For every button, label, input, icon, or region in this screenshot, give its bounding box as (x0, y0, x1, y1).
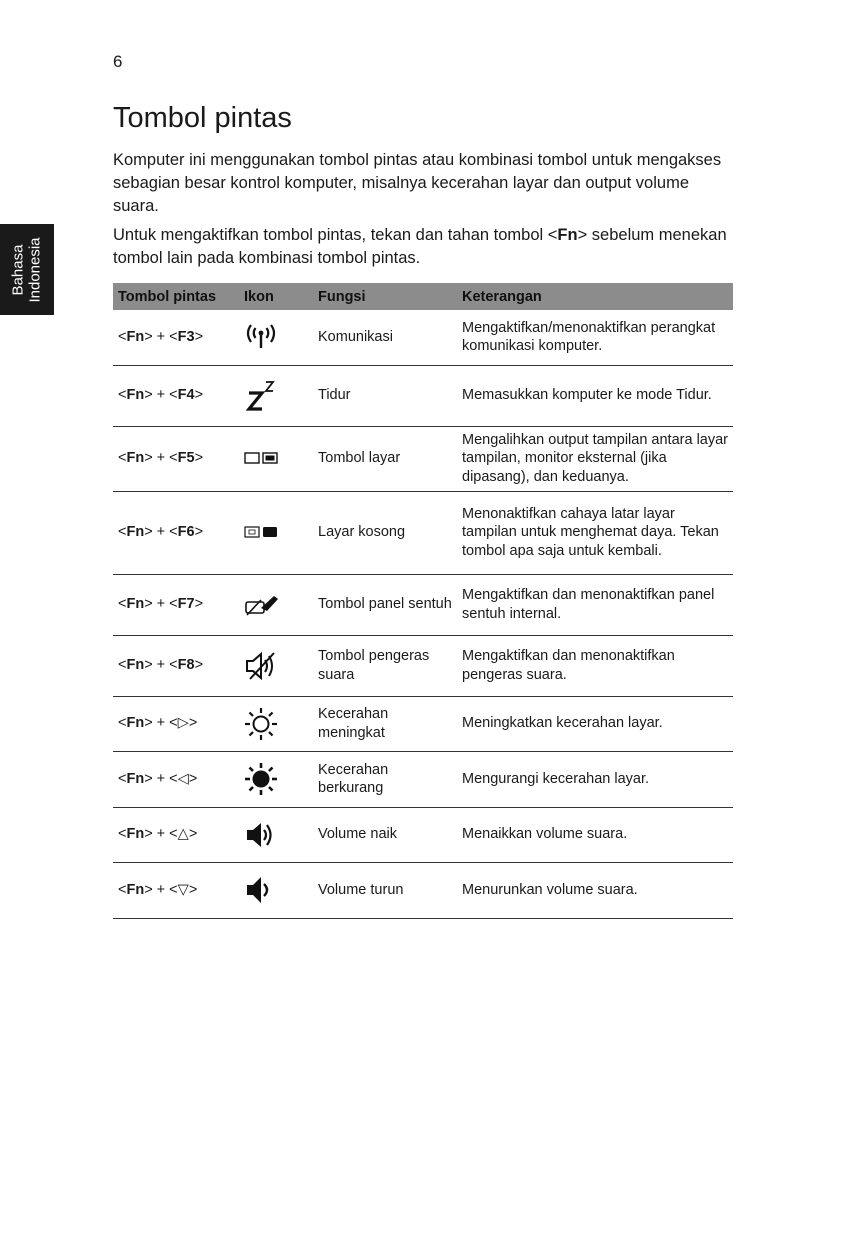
hotkey-cell: <Fn> + <△> (113, 807, 239, 862)
function-cell: Tombol panel sentuh (313, 574, 457, 635)
table-row (113, 862, 733, 918)
description-cell: Menaikkan volume suara. (457, 807, 733, 862)
hotkey-cell: <Fn> + <▷> (113, 696, 239, 751)
icon-cell (239, 635, 313, 696)
function-cell: Tombol layar (313, 426, 457, 491)
screen-blank-icon (244, 525, 280, 539)
brightness-down-icon (244, 762, 278, 796)
icon-cell (239, 426, 313, 491)
hotkey-cell: <Fn> + <F5> (113, 426, 239, 491)
description-cell: Menonaktifkan cahaya latar layar tampilan untuk menghemat daya. Tekan tombol apa saja untuk kembali. (457, 491, 733, 574)
function-cell: Kecerahan berkurang (313, 751, 457, 807)
description-cell: Meningkatkan kecerahan layar. (457, 696, 733, 751)
header-description: Keterangan (457, 283, 733, 310)
language-tab-line2: Indonesia (27, 236, 44, 303)
icon-cell (239, 751, 313, 807)
function-cell: Kecerahan meningkat (313, 696, 457, 751)
hotkey-cell: <Fn> + <F3> (113, 310, 239, 365)
hotkey-table (113, 283, 733, 919)
display-toggle-icon (244, 451, 280, 465)
table-row (113, 426, 733, 491)
function-cell: Volume naik (313, 807, 457, 862)
page-title: Tombol pintas (113, 102, 292, 134)
description-cell: Mengaktifkan dan menonaktifkan panel sentuh internal. (457, 574, 733, 635)
touchpad-toggle-icon (244, 594, 280, 616)
hotkey-cell: <Fn> + <F6> (113, 491, 239, 574)
intro-paragraph: Komputer ini menggunakan tombol pintas atau kombinasi tombol untuk mengakses sebagian besar kontrol komputer, misalnya kecerahan layar dan output volume suara. (113, 151, 722, 215)
description-cell: Mengaktifkan/menonaktifkan perangkat komunikasi komputer. (457, 310, 733, 365)
wireless-icon (244, 323, 278, 351)
description-cell: Menurunkan volume suara. (457, 862, 733, 918)
table-row (113, 635, 733, 696)
header-function: Fungsi (313, 283, 457, 310)
speaker-mute-icon (244, 651, 278, 681)
header-icon: Ikon (239, 283, 313, 310)
hotkey-cell: <Fn> + <◁> (113, 751, 239, 807)
function-cell: Layar kosong (313, 491, 457, 574)
icon-cell (239, 365, 313, 426)
volume-up-icon (244, 820, 276, 850)
volume-down-icon (244, 874, 276, 906)
hotkey-cell: <Fn> + <F4> (113, 365, 239, 426)
icon-cell (239, 862, 313, 918)
table-header-row (113, 283, 733, 310)
hotkey-cell: <Fn> + <F8> (113, 635, 239, 696)
function-cell: Tidur (313, 365, 457, 426)
icon-cell (239, 807, 313, 862)
function-cell: Komunikasi (313, 310, 457, 365)
language-tab-line1: Bahasa (10, 244, 27, 295)
description-cell: Memasukkan komputer ke mode Tidur. (457, 365, 733, 426)
page-number: 6 (113, 52, 123, 71)
table-row (113, 807, 733, 862)
description-cell: Mengaktifkan dan menonaktifkan pengeras suara. (457, 635, 733, 696)
hotkey-cell: <Fn> + <▽> (113, 862, 239, 918)
function-cell: Volume turun (313, 862, 457, 918)
header-hotkey: Tombol pintas (113, 283, 239, 310)
icon-cell (239, 696, 313, 751)
table-row (113, 696, 733, 751)
table-row (113, 491, 733, 574)
fn-key-label: Fn (557, 226, 578, 244)
icon-cell (239, 491, 313, 574)
description-cell: Mengurangi kecerahan layar. (457, 751, 733, 807)
table-row (113, 751, 733, 807)
brightness-up-icon (244, 707, 278, 741)
icon-cell (239, 310, 313, 365)
table-row (113, 574, 733, 635)
description-cell: Mengalihkan output tampilan antara layar tampilan, monitor eksternal (jika dipasang), dan keduanya. (457, 426, 733, 491)
function-cell: Tombol pengeras suara (313, 635, 457, 696)
table-row (113, 310, 733, 365)
sleep-icon (244, 379, 278, 413)
instruction-paragraph: Untuk mengaktifkan tombol pintas, tekan dan tahan tombol <Fn> sebelum menekan tombol lain pada kombinasi tombol pintas. (113, 226, 727, 267)
language-tab (0, 224, 54, 315)
hotkey-cell: <Fn> + <F7> (113, 574, 239, 635)
table-row (113, 365, 733, 426)
icon-cell (239, 574, 313, 635)
